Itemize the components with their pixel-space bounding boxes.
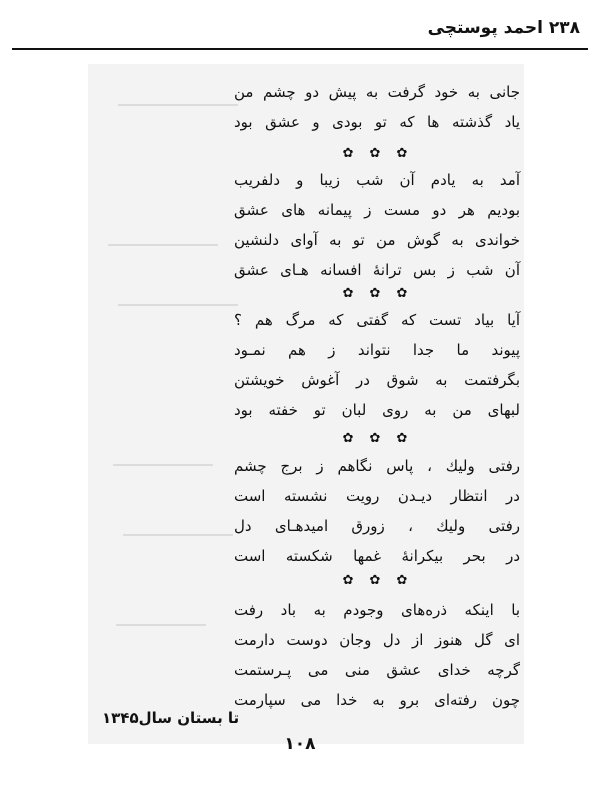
stanza-separator xyxy=(230,147,520,161)
poem-line: خواندی به گوش من تو به آوای دلنشین xyxy=(234,231,520,249)
flower-icon: ✿ xyxy=(396,431,408,446)
flower-icon: ✿ xyxy=(342,431,354,446)
poem-line: رفتی ولیك ، پاس نگاهم ز برج چشم xyxy=(234,457,520,475)
running-header xyxy=(0,18,600,52)
poem-line: یاد گذشته ها که تو بودی و عشق بود xyxy=(234,113,520,131)
poem-line: آن شب ز بس ترانهٔ افسانه هـای عشق xyxy=(234,261,520,279)
flower-icon: ✿ xyxy=(369,573,381,588)
flower-icon: ✿ xyxy=(342,286,354,301)
flower-icon: ✿ xyxy=(396,573,408,588)
poem-line: آیا بیاد تست که گفتی که مرگ هم ؟ xyxy=(234,311,520,329)
flower-icon: ✿ xyxy=(396,146,408,161)
poem-line: ای گل هنوز از دل وجان دوست دارمت xyxy=(234,631,520,649)
stanza-separator xyxy=(230,287,520,301)
flower-icon: ✿ xyxy=(369,431,381,446)
poem-line: با اینکه ذره‌های وجودم به باد رفت xyxy=(234,601,520,619)
flower-icon: ✿ xyxy=(369,146,381,161)
flower-icon: ✿ xyxy=(342,146,354,161)
poem-line: رفتی ولیك ، زورق امیدهـای دل xyxy=(234,517,520,535)
stanza-separator xyxy=(230,432,520,446)
header-rule xyxy=(12,48,588,50)
poem-line: در انتظار دیـدن رویت نشسته است xyxy=(234,487,520,505)
flower-icon: ✿ xyxy=(369,286,381,301)
header-title: ۲۳۸ احمد پوستچی xyxy=(427,18,580,38)
poem-line: در بحر بیکرانهٔ غمها شکسته است xyxy=(234,547,520,565)
poem-line: آمد به یادم آن شب زیبا و دلفریب xyxy=(234,171,520,189)
poem-line: گرچه خدای عشق منی می پـرستمت xyxy=(234,661,520,679)
poem-line: لبهای من به روی لبان تو خفته بود xyxy=(234,401,520,419)
poem-line: بودیم هر دو مست ز پیمانه های عشق xyxy=(234,201,520,219)
page-number: ۱۰۸ xyxy=(284,734,316,754)
poem-date-signature: تا بستان سال۱۳۴۵ xyxy=(102,709,240,727)
poem-line: چون رفته‌ای برو به خدا می سپارمت xyxy=(234,691,520,709)
flower-icon: ✿ xyxy=(396,286,408,301)
flower-icon: ✿ xyxy=(342,573,354,588)
poem-line: بگرفتمت به شوق در آغوش خویشتن xyxy=(234,371,520,389)
stanza-separator xyxy=(230,574,520,588)
poem-line: جانی به خود گرفت به پیش دو چشم من xyxy=(234,83,520,101)
poem-line: پیوند ما جدا نتواند ز هم نمـود xyxy=(234,341,520,359)
